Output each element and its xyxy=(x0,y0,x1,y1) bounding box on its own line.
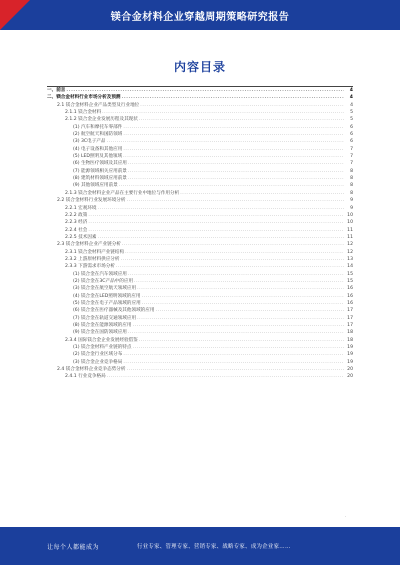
toc-leader-dots xyxy=(137,315,344,322)
toc-entry-page: 18 xyxy=(347,330,353,336)
toc-entry[interactable] xyxy=(47,271,353,278)
page-marker: · xyxy=(345,514,347,519)
toc-entry-label: 2.3.4 国际镁合金企业发展经验借鉴 xyxy=(65,337,138,343)
toc-entry-page: 4 xyxy=(349,88,353,93)
toc-entry-page: 20 xyxy=(347,374,353,380)
toc-entry[interactable] xyxy=(47,116,353,123)
toc-entry[interactable] xyxy=(47,153,353,160)
toc-entry-page: 12 xyxy=(347,249,353,255)
toc-entry-label: (1) 镁合金材料产业链的特点 xyxy=(73,345,132,351)
toc-entry[interactable] xyxy=(47,175,353,182)
toc-entry-page: 18 xyxy=(347,337,353,343)
toc-entry-label: (4) 电子设备和其他应用 xyxy=(73,146,123,152)
toc-entry-label: 2.2.1 宏观环境 xyxy=(65,205,97,211)
toc-entry-label: (4) 镁合金在LED照明领域的应用 xyxy=(73,293,141,299)
toc-leader-dots xyxy=(121,256,345,263)
toc-entry-page: 5 xyxy=(350,117,353,123)
toc-entry-page: 14 xyxy=(347,264,353,270)
toc-entry-label: 2.2 镁合金材料行业发展环境分析 xyxy=(57,198,126,204)
toc-entry-label: 2.4 镁合金材料企业竞争态势分析 xyxy=(57,367,126,373)
toc-entry[interactable] xyxy=(47,94,353,101)
header-corner-accent xyxy=(0,0,30,30)
toc-entry-label: (8) 建筑材料领域应用前景 xyxy=(73,176,127,182)
toc-entry[interactable] xyxy=(47,300,353,307)
toc-entry-page: 16 xyxy=(347,293,353,299)
toc-entry-page: 5 xyxy=(350,110,353,116)
toc-entry-label: 2.1.1 镁合金材料 xyxy=(65,110,102,116)
toc-entry[interactable] xyxy=(47,146,353,153)
toc-entry-label: (3) 镁合金企业竞争格局 xyxy=(73,359,123,365)
toc-leader-dots xyxy=(123,359,344,366)
toc-entry-page: 17 xyxy=(347,308,353,314)
toc-entry[interactable] xyxy=(47,219,353,226)
toc-entry-label: 一、前言 xyxy=(47,88,66,93)
toc-entry-label: (1) 汽车和摩托车零部件 xyxy=(73,124,123,130)
toc-leader-dots xyxy=(142,293,345,300)
toc-entry[interactable] xyxy=(47,131,353,138)
toc-entry-page: 9 xyxy=(350,205,353,211)
toc-entry-page: 16 xyxy=(347,286,353,292)
toc-entry-page: 6 xyxy=(350,139,353,145)
toc-leader-dots xyxy=(123,146,344,153)
toc-entry[interactable] xyxy=(47,315,353,322)
toc-entry-label: 2.2.2 政策 xyxy=(65,212,88,218)
toc-entry-label: 2.2.5 技术因素 xyxy=(65,234,97,240)
toc-entry-page: 17 xyxy=(347,315,353,321)
toc-leader-dots xyxy=(133,344,345,351)
toc-entry-page: 15 xyxy=(347,271,353,277)
footer-slogan-left: 让每个人都能成为 xyxy=(47,543,100,551)
toc-entry-label: (3) 镁合金在航空航天领域应用 xyxy=(73,286,137,292)
toc-leader-dots xyxy=(88,219,344,226)
toc-entry-label: 2.4.1 行业竞争格局 xyxy=(65,374,106,380)
toc-leader-dots xyxy=(102,109,344,116)
toc-entry[interactable] xyxy=(47,227,353,234)
toc-entry[interactable] xyxy=(47,285,353,292)
toc-leader-dots xyxy=(122,241,344,248)
toc-entry[interactable] xyxy=(47,168,353,175)
toc-entry[interactable] xyxy=(47,373,353,380)
toc-leader-dots xyxy=(127,366,345,373)
toc-leader-dots xyxy=(66,87,344,94)
toc-leader-dots xyxy=(98,234,344,241)
toc-leader-dots xyxy=(128,329,344,336)
toc-entry[interactable] xyxy=(47,351,353,358)
toc-entry-label: 2.2.3 经济 xyxy=(65,220,88,226)
toc-entry-page: 9 xyxy=(350,198,353,204)
toc-leader-dots xyxy=(123,124,344,131)
toc-entry-label: (6) 镁合金在医疗器械及其他领域的应用 xyxy=(73,308,155,314)
toc-entry-label: 2.1.2 镁合金企业发展历程及其现状 xyxy=(65,117,138,123)
footer-bar xyxy=(0,527,400,565)
toc-leader-dots xyxy=(123,131,344,138)
toc-entry-label: (2) 镁合金在3C产品中的应用 xyxy=(73,278,134,284)
toc-leader-dots xyxy=(122,94,344,101)
toc-entry-page: 12 xyxy=(347,242,353,248)
toc-leader-dots xyxy=(128,160,344,167)
toc-entry-page: 7 xyxy=(350,146,353,152)
toc-leader-dots xyxy=(134,278,344,285)
toc-entry-label: (2) 镁合金行业区域分布 xyxy=(73,352,123,358)
toc-entry[interactable] xyxy=(47,109,353,116)
toc-leader-dots xyxy=(119,182,344,189)
toc-entry-page: 19 xyxy=(347,345,353,351)
toc-entry-page: 7 xyxy=(350,161,353,167)
toc-entry-label: 2.3.1 镁合金材料产业链结构 xyxy=(65,249,125,255)
toc-leader-dots xyxy=(128,271,344,278)
toc-entry-page: 8 xyxy=(350,168,353,174)
toc-entry-page: 15 xyxy=(347,278,353,284)
toc-entry[interactable] xyxy=(47,293,353,300)
toc-entry[interactable] xyxy=(47,190,353,197)
toc-entry[interactable] xyxy=(47,322,353,329)
toc-leader-dots xyxy=(128,175,344,182)
toc-entry-page: 4 xyxy=(349,95,353,101)
toc-entry-page: 10 xyxy=(347,212,353,218)
report-title: 镁合金材料企业穿越周期策略研究报告 xyxy=(110,11,290,23)
toc-entry-page: 8 xyxy=(350,183,353,189)
toc-entry[interactable] xyxy=(47,212,353,219)
toc-leader-dots xyxy=(107,373,344,380)
toc-entry-label: (2) 航空航天和国防领域 xyxy=(73,132,123,138)
toc-leader-dots xyxy=(140,102,344,109)
toc-leader-dots xyxy=(137,285,344,292)
toc-entry-label: 2.1 镁合金材料企业产品类型及行业地位 xyxy=(57,102,140,108)
toc-entry[interactable] xyxy=(47,182,353,189)
toc-leader-dots xyxy=(123,351,344,358)
toc-heading: 内容目录 xyxy=(173,60,226,74)
toc-entry[interactable] xyxy=(47,249,353,256)
toc-entry-page: 4 xyxy=(350,102,353,108)
toc-entry[interactable] xyxy=(47,102,353,109)
toc-entry-page: 6 xyxy=(350,132,353,138)
toc-leader-dots xyxy=(128,168,344,175)
toc-entry-label: (7) 能源领域相关应用前景 xyxy=(73,168,127,174)
toc-entry-page: 17 xyxy=(347,323,353,328)
toc-entry[interactable] xyxy=(47,344,353,351)
toc-leader-dots xyxy=(98,205,344,212)
toc-entry-label: (1) 镁合金在汽车领域应用 xyxy=(73,271,127,277)
toc-leader-dots xyxy=(125,249,344,256)
toc-leader-dots xyxy=(88,212,344,219)
toc-entry-label: (3) 3C电子产品 xyxy=(73,139,106,145)
toc-entry-label: 二、镁合金材料行业市场分析及预测 xyxy=(47,95,121,101)
toc-entry-label: (8) 镁合金在能源领域的应用 xyxy=(73,323,132,328)
toc-entry-page: 11 xyxy=(347,234,353,240)
toc-entry-label: (7) 镁合金在轨道交通领域应用 xyxy=(73,315,137,321)
toc-leader-dots xyxy=(116,263,344,270)
toc-entry[interactable] xyxy=(47,87,353,94)
toc-entry-label: (5) LED照明及其他领域 xyxy=(73,154,123,160)
toc-entry-page: 8 xyxy=(350,190,353,196)
toc-entry-page: 16 xyxy=(347,300,353,306)
toc-entry-page: 8 xyxy=(350,176,353,182)
toc-entry-label: (9) 其他领域应用前景 xyxy=(73,183,118,189)
toc-entry-label: 2.3.2 上游原材料供应分析 xyxy=(65,256,120,262)
toc-entry-page: 20 xyxy=(347,367,353,373)
table-of-contents xyxy=(47,86,353,381)
toc-entry-page: 10 xyxy=(347,220,353,226)
toc-entry-label: 2.3 镁合金材料企业产业链分析 xyxy=(57,242,121,248)
toc-leader-dots xyxy=(139,337,344,344)
toc-entry-label: (5) 镁合金在电子产品领域的应用 xyxy=(73,300,141,306)
toc-entry[interactable] xyxy=(47,263,353,270)
toc-leader-dots xyxy=(180,190,344,197)
toc-entry[interactable] xyxy=(47,329,353,336)
toc-leader-dots xyxy=(88,227,344,234)
toc-entry-label: 2.3.3 下游需求市场分析 xyxy=(65,264,115,270)
toc-leader-dots xyxy=(123,153,344,160)
toc-entry-page: 19 xyxy=(347,359,353,365)
toc-entry[interactable] xyxy=(47,234,353,241)
toc-leader-dots xyxy=(127,197,345,204)
toc-entry-label: 2.1.3 镁合金材料企业产品在主要行业中地位与作用分析 xyxy=(65,190,180,196)
footer-slogan-right: 行业专家、管理专家、营销专家、战略专家、成为企业家…… xyxy=(137,544,291,550)
toc-entry[interactable] xyxy=(47,359,353,366)
toc-leader-dots xyxy=(106,138,344,145)
toc-entry[interactable] xyxy=(47,256,353,263)
toc-entry[interactable] xyxy=(47,124,353,131)
toc-entry[interactable] xyxy=(47,241,353,248)
toc-entry[interactable] xyxy=(47,160,353,167)
toc-entry-label: (6) 生物医疗领域及其应用 xyxy=(73,161,127,167)
toc-leader-dots xyxy=(142,300,344,307)
toc-entry[interactable] xyxy=(47,278,353,285)
toc-entry[interactable] xyxy=(47,197,353,204)
toc-entry[interactable] xyxy=(47,366,353,373)
toc-entry-page: 6 xyxy=(350,124,353,130)
toc-entry-page: 11 xyxy=(347,227,353,233)
toc-entry[interactable] xyxy=(47,337,353,344)
toc-entry-label: (9) 镁合金在国防领域应用 xyxy=(73,330,127,336)
toc-entry-page: 19 xyxy=(347,352,353,358)
toc-leader-dots xyxy=(133,322,345,329)
toc-entry-label: 2.2.4 社会 xyxy=(65,227,88,233)
report-header-bar xyxy=(0,0,400,30)
toc-entry[interactable] xyxy=(47,138,353,145)
toc-entry[interactable] xyxy=(47,307,353,314)
toc-entry-page: 7 xyxy=(350,154,353,160)
toc-leader-dots xyxy=(155,307,344,314)
toc-entry-page: 13 xyxy=(347,256,353,262)
toc-leader-dots xyxy=(139,116,344,123)
toc-entry[interactable] xyxy=(47,205,353,212)
